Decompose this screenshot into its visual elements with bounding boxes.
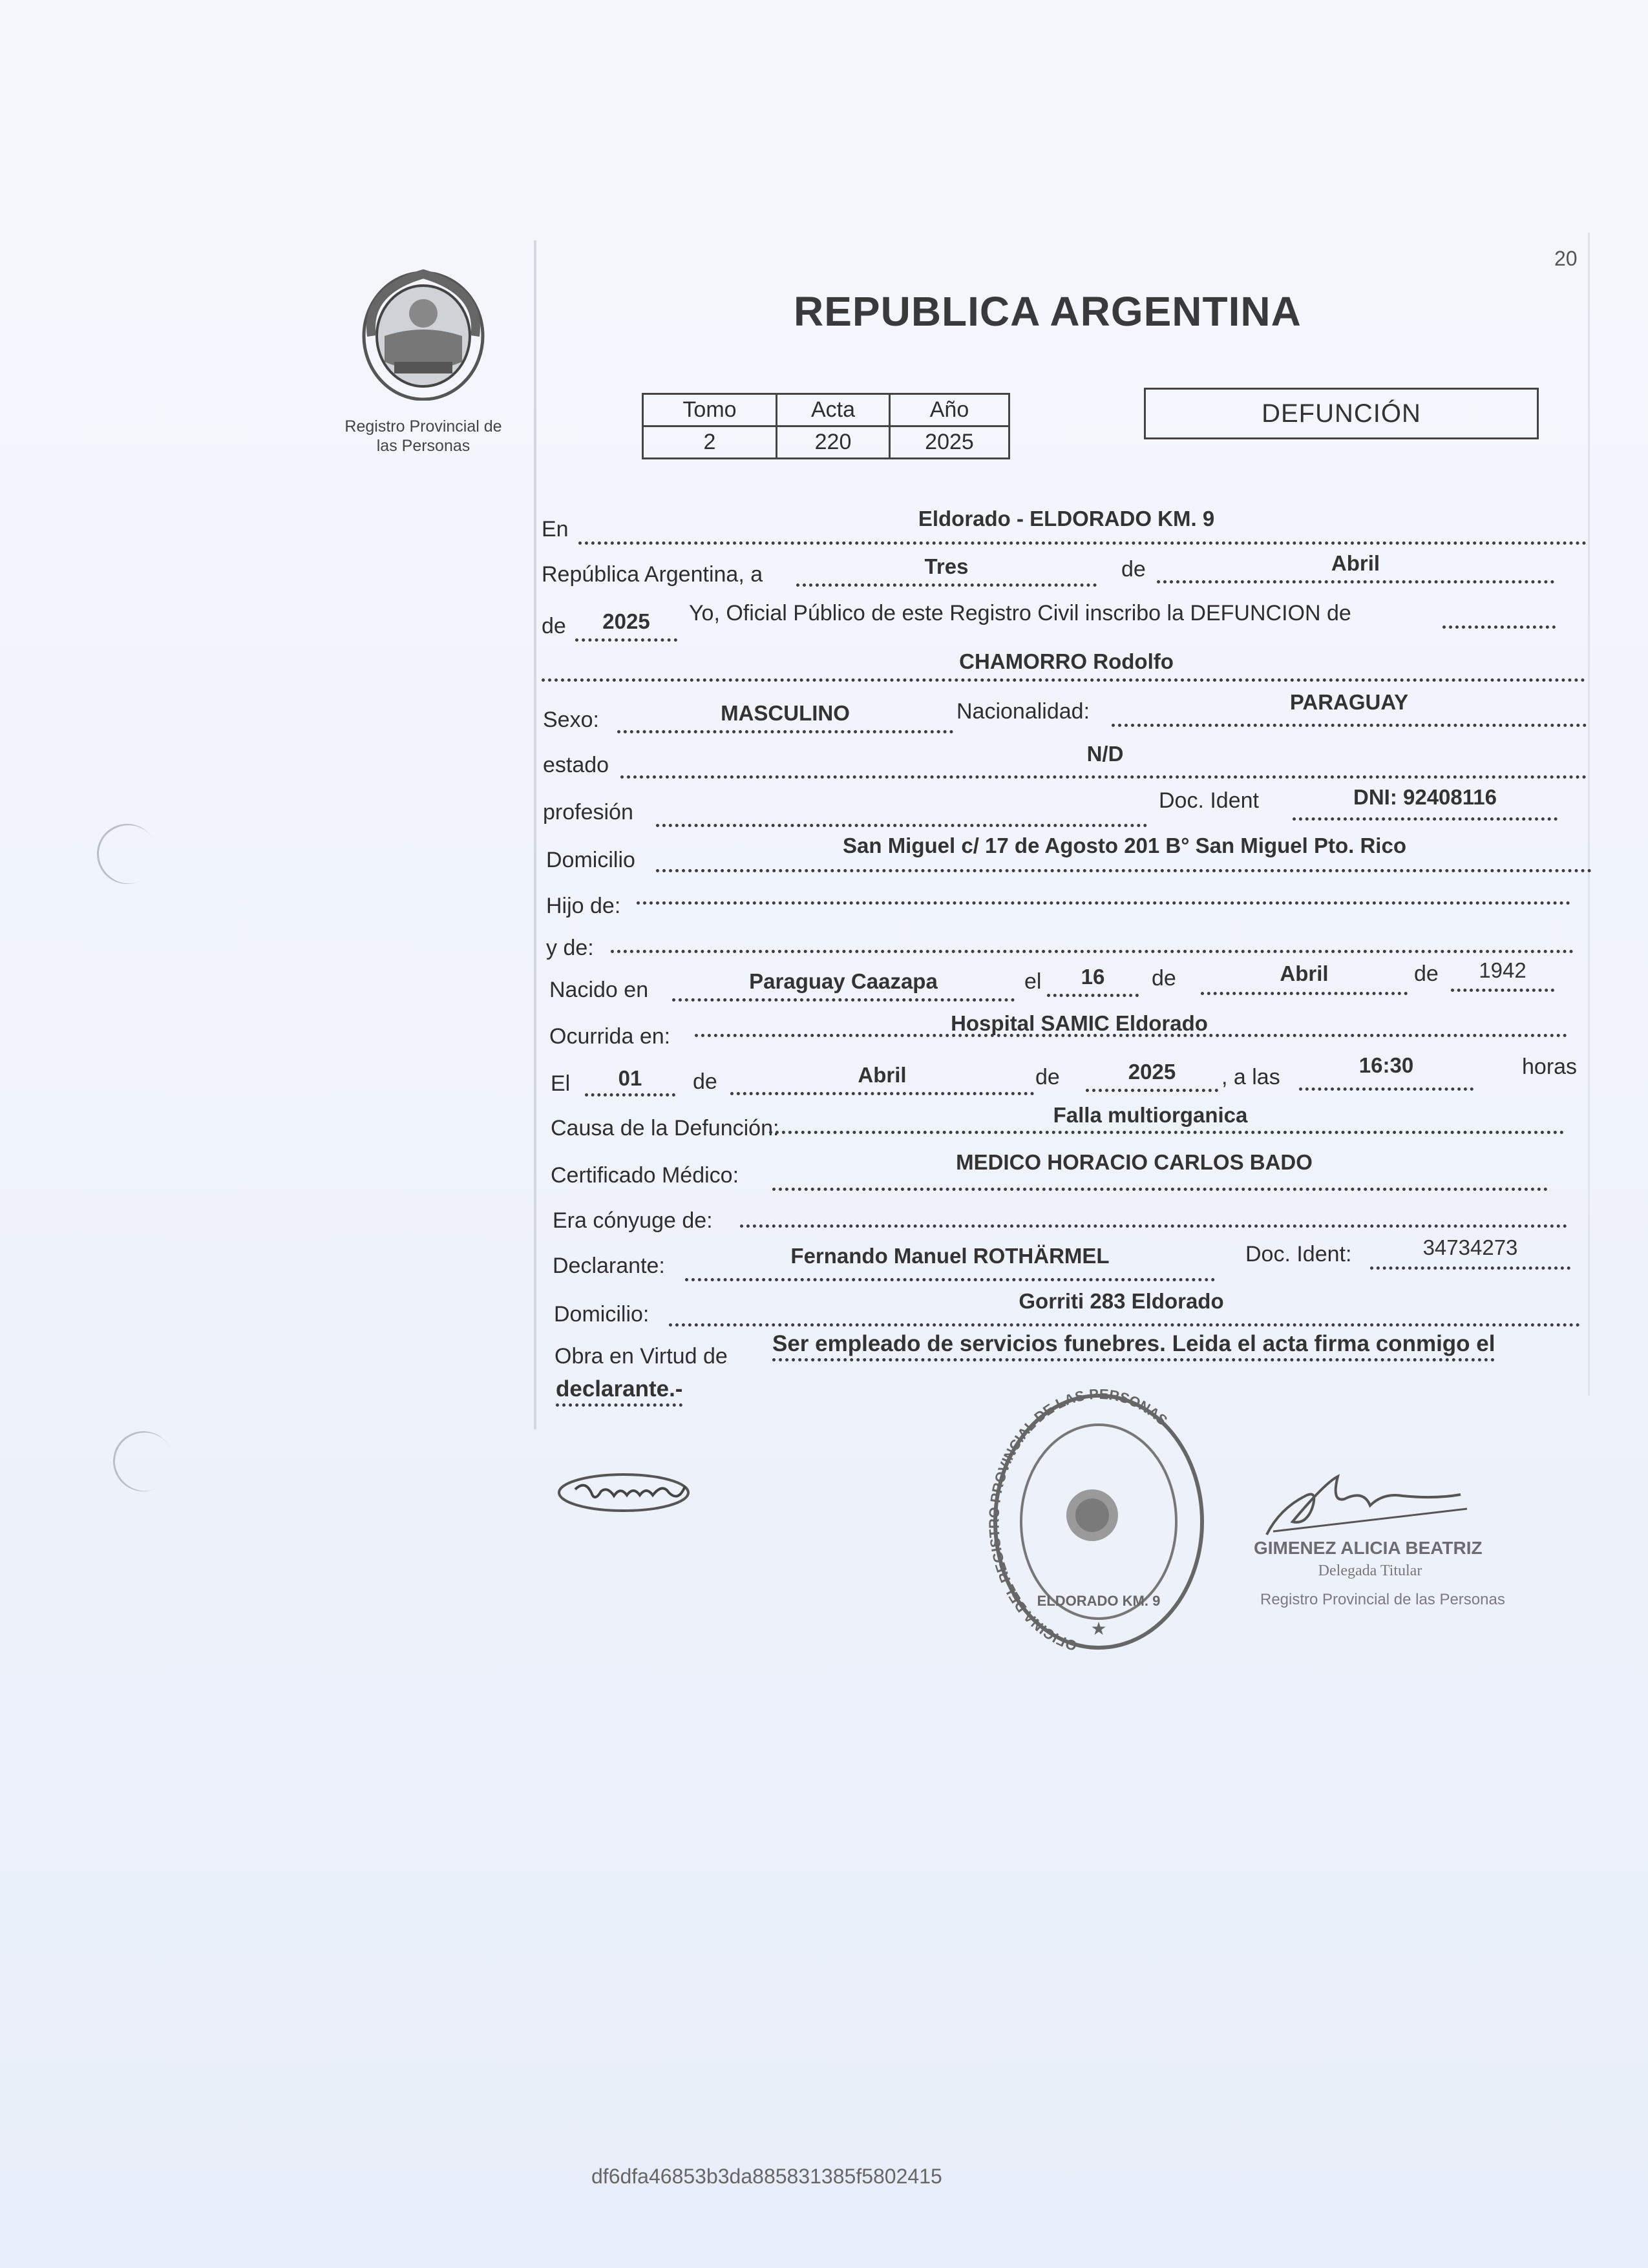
month-line: [1157, 580, 1554, 583]
yde-label: y de:: [546, 936, 594, 960]
inscribo-trailing-line: [1442, 625, 1556, 629]
yde-line: [611, 950, 1574, 953]
doc-ident2-label: Doc. Ident:: [1245, 1242, 1352, 1266]
footer-hash: df6dfa46853b3da885831385f5802415: [591, 2165, 942, 2188]
doc-ident-line: [1293, 817, 1558, 821]
header-anio: Año: [890, 394, 1009, 426]
alas-label: , a las: [1221, 1065, 1280, 1089]
conyuge-label: Era cónyuge de:: [553, 1208, 713, 1233]
obra-label: Obra en Virtud de: [555, 1344, 728, 1369]
declarant-signature: [556, 1467, 698, 1522]
death-year-value: 2025: [1128, 1060, 1176, 1084]
nacido-dia-value: 16: [1081, 965, 1105, 989]
nacido-lugar-line: [672, 998, 1015, 1002]
day-word-line: [796, 583, 1097, 587]
nacionalidad-value: PARAGUAY: [1289, 690, 1409, 714]
declarante-domicilio-line: [669, 1323, 1580, 1327]
day-word-value: Tres: [924, 554, 969, 578]
obra-line-1: Ser empleado de servicios funebres. Leida el acta firma conmigo el: [772, 1331, 1495, 1361]
certificado-value: MEDICO HORACIO CARLOS BADO: [956, 1150, 1313, 1174]
domicilio2-label: Domicilio:: [554, 1302, 650, 1327]
official-office: Registro Provincial de las Personas: [1260, 1591, 1505, 1608]
hijo-line: [637, 901, 1570, 905]
sexo-line: [617, 730, 953, 733]
tomo-value: 2: [643, 426, 777, 459]
anio-value: 2025: [890, 426, 1009, 459]
de-label-3: de: [1152, 966, 1176, 991]
misiones-seal-logo: [359, 265, 488, 401]
el2-label: El: [551, 1071, 571, 1096]
right-margin-line: [1588, 233, 1590, 1396]
obra-line-2: declarante.-: [556, 1376, 682, 1407]
causa-value: Falla multiorganica: [1053, 1103, 1248, 1127]
official-title: Delegada Titular: [1318, 1562, 1422, 1579]
en-label: En: [542, 517, 569, 541]
registry-name: [326, 417, 520, 456]
domicilio-label: Domicilio: [546, 848, 635, 872]
death-month-line: [730, 1092, 1034, 1095]
stamp-inner-text: ELDORADO KM. 9: [1037, 1593, 1161, 1609]
declarante-value: Fernando Manuel ROTHÄRMEL: [790, 1244, 1110, 1268]
certificado-label: Certificado Médico:: [551, 1163, 739, 1188]
nacido-dia-line: [1047, 994, 1139, 997]
de-label-5: de: [693, 1069, 717, 1094]
declarante-doc-line: [1370, 1266, 1570, 1270]
nacido-label: Nacido en: [549, 978, 649, 1002]
declarante-domicilio-value: Gorriti 283 Eldorado: [1019, 1289, 1224, 1313]
place-line: [578, 541, 1587, 545]
domicilio-value: San Miguel c/ 17 de Agosto 201 B° San Miguel Pto. Rico: [843, 834, 1406, 857]
page-number: 20: [1554, 247, 1578, 270]
de-label-6: de: [1035, 1065, 1060, 1089]
sexo-label: Sexo:: [543, 708, 599, 732]
punch-hole-top: [86, 813, 168, 895]
acta-value: 220: [777, 426, 890, 459]
death-time-line: [1299, 1087, 1474, 1091]
de-label-4: de: [1414, 961, 1439, 986]
registry-name-line-2: las Personas: [376, 437, 470, 455]
header-acta: Acta: [777, 394, 890, 426]
death-day-value: 01: [618, 1066, 642, 1090]
declarante-line: [685, 1278, 1215, 1281]
death-day-line: [585, 1093, 675, 1097]
sexo-value: MASCULINO: [721, 701, 850, 725]
ocurrida-label: Ocurrida en:: [549, 1024, 671, 1049]
deceased-name: CHAMORRO Rodolfo: [959, 649, 1174, 673]
death-month-value: Abril: [858, 1063, 907, 1087]
deceased-name-line: [542, 678, 1585, 682]
declarante-label: Declarante:: [553, 1254, 665, 1278]
estado-label: estado: [543, 753, 609, 777]
horas-label: horas: [1522, 1055, 1578, 1079]
inscribo-text: Yo, Oficial Público de este Registro Civil inscribo la DEFUNCION de: [689, 601, 1351, 625]
year-line: [575, 638, 677, 642]
nacido-mes-line: [1201, 992, 1408, 995]
doc-ident-value: DNI: 92408116: [1353, 785, 1497, 809]
nacionalidad-line: [1112, 724, 1587, 727]
act-type: DEFUNCIÓN: [1262, 399, 1421, 428]
death-time-value: 16:30: [1358, 1053, 1414, 1077]
el-label: el: [1024, 969, 1042, 994]
nacido-lugar-value: Paraguay Caazapa: [749, 969, 938, 993]
header-tomo: Tomo: [643, 394, 777, 426]
month-value: Abril: [1331, 551, 1380, 575]
hijo-label: Hijo de:: [546, 894, 621, 918]
official-signature: [1254, 1470, 1486, 1544]
left-margin-line: [534, 240, 536, 1429]
act-type-box: [1144, 388, 1539, 439]
document-title: REPUBLICA ARGENTINA: [794, 288, 1302, 335]
register-table: [642, 393, 1010, 459]
nacido-anio-value: 1942: [1479, 958, 1527, 982]
nacido-mes-value: Abril: [1280, 961, 1329, 985]
de-label-2: de: [542, 614, 566, 638]
republica-label: República Argentina, a: [542, 562, 763, 587]
place-value: Eldorado - ELDORADO KM. 9: [918, 507, 1215, 530]
domicilio-line: [656, 869, 1592, 872]
de-label-1: de: [1121, 557, 1146, 582]
profesion-label: profesión: [543, 800, 633, 824]
nacido-anio-line: [1451, 989, 1554, 992]
svg-text:★: ★: [1090, 1619, 1107, 1639]
year-value: 2025: [602, 609, 650, 633]
official-name: GIMENEZ ALICIA BEATRIZ: [1254, 1538, 1483, 1558]
estado-line: [620, 775, 1587, 779]
causa-label: Causa de la Defunción:: [551, 1116, 779, 1140]
death-year-line: [1086, 1089, 1218, 1092]
profesion-line: [656, 824, 1147, 827]
estado-value: N/D: [1086, 742, 1124, 766]
nacionalidad-label: Nacionalidad:: [956, 699, 1090, 724]
causa-line: [769, 1131, 1564, 1134]
doc-ident-label: Doc. Ident: [1159, 788, 1259, 813]
conyuge-line: [740, 1224, 1567, 1228]
declarante-doc-value: 34734273: [1422, 1235, 1518, 1259]
certificado-line: [772, 1188, 1548, 1191]
ocurrida-value: Hospital SAMIC Eldorado: [951, 1011, 1208, 1035]
registry-name-line-1: Registro Provincial de: [344, 417, 502, 436]
official-stamp: [989, 1389, 1209, 1654]
stamp-ring-text: OFICINA DEL REGI PROVINCIAL DE LAS PERSONAS: [989, 1389, 1171, 1654]
punch-hole-bottom: [102, 1420, 184, 1502]
